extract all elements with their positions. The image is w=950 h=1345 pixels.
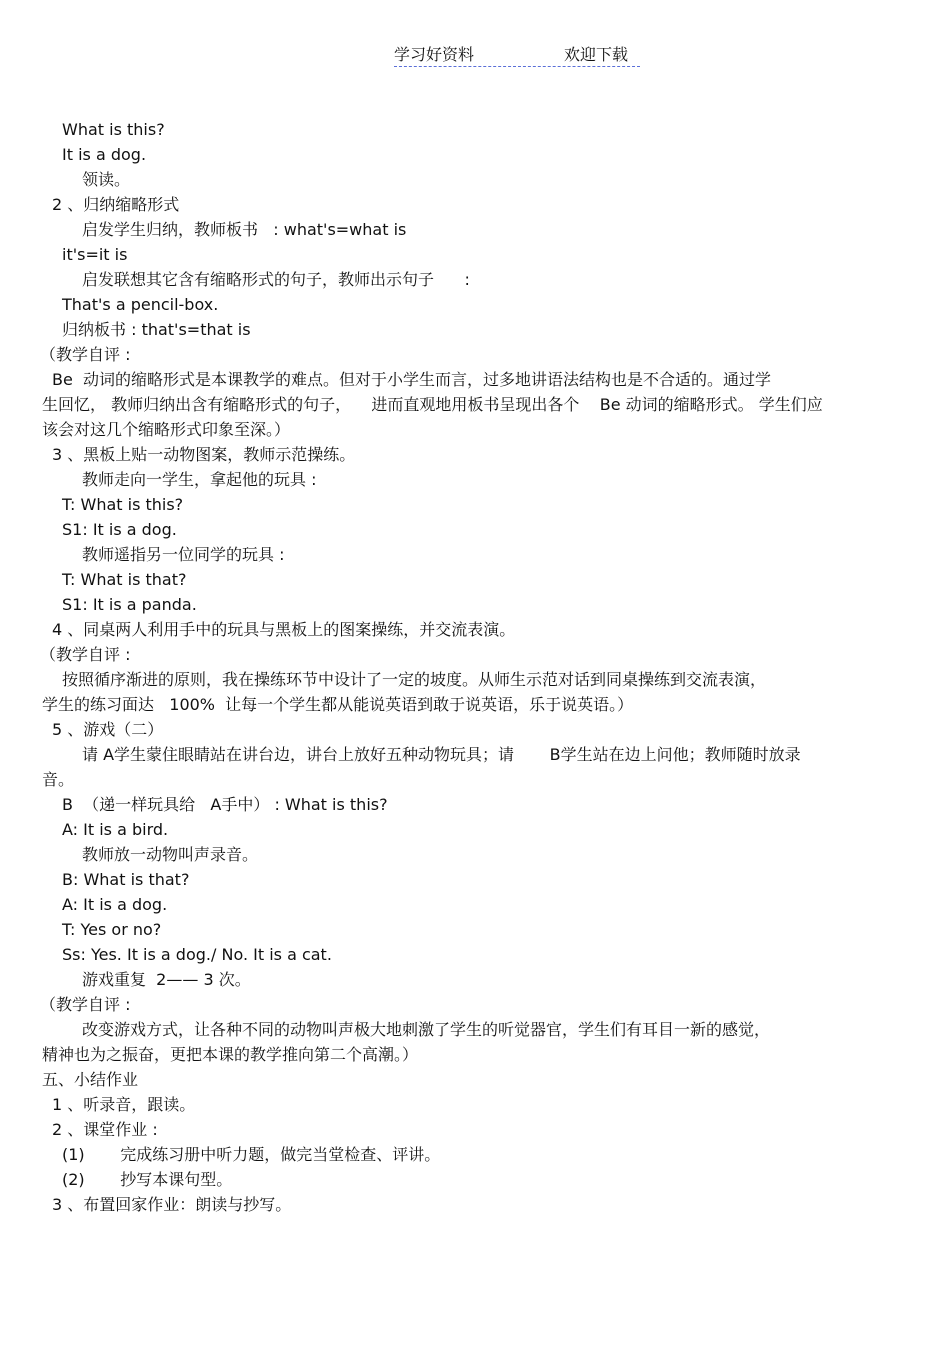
text-line: T: What is this? bbox=[62, 495, 184, 514]
text-line: 该会对这几个缩略形式印象至深。） bbox=[42, 420, 291, 439]
text-line: S1: It is a dog. bbox=[62, 520, 177, 539]
text-line: 归纳板书 : that's=that is bbox=[62, 320, 251, 339]
text-line: What is this? bbox=[62, 120, 165, 139]
text-line: 请 A学生蒙住眼睛站在讲台边，讲台上放好五种动物玩具；请 B学生站在边上问他；教师随时放录 bbox=[82, 745, 801, 764]
text-line: A: It is a dog. bbox=[62, 895, 168, 914]
text-line: （教学自评 : bbox=[40, 645, 131, 664]
page-header bbox=[394, 42, 640, 67]
text-line: 教师遥指另一位同学的玩具 : bbox=[82, 545, 285, 564]
text-line: 1 、听录音，跟读。 bbox=[52, 1095, 196, 1114]
text-line: 3 、黑板上贴一动物图案，教师示范操练。 bbox=[52, 445, 356, 464]
text-line: 改变游戏方式，让各种不同的动物叫声极大地刺激了学生的听觉器官，学生们有耳目一新的感觉， bbox=[82, 1020, 771, 1039]
text-line: It is a dog. bbox=[62, 145, 147, 164]
text-line: 五、小结作业 bbox=[42, 1070, 139, 1089]
text-line: (2) 抄写本课句型。 bbox=[62, 1170, 233, 1189]
text-line: 学生的练习面达 100% 让每一个学生都从能说英语到敢于说英语，乐于说英语。） bbox=[42, 695, 634, 714]
text-line: 2 、课堂作业 : bbox=[52, 1120, 158, 1139]
text-line: 游戏重复 2—— 3 次。 bbox=[82, 970, 251, 989]
text-line: （教学自评 : bbox=[40, 995, 131, 1014]
text-line: 2 、归纳缩略形式 bbox=[52, 195, 180, 214]
text-line: A: It is a bird. bbox=[62, 820, 169, 839]
text-line: 领读。 bbox=[82, 170, 131, 189]
header-left-text: 学习好资料 bbox=[394, 45, 475, 64]
text-line: 精神也为之振奋，更把本课的教学推向第二个高潮。） bbox=[42, 1045, 419, 1064]
text-line: 5 、游戏（二） bbox=[52, 720, 164, 739]
text-line: T: What is that? bbox=[62, 570, 187, 589]
text-line: 生回忆， 教师归纳出含有缩略形式的句子， 进而直观地用板书呈现出各个 Be 动词的缩略形式。 学生们应 bbox=[42, 395, 823, 414]
text-line: B: What is that? bbox=[62, 870, 190, 889]
text-line: 教师放一动物叫声录音。 bbox=[82, 845, 259, 864]
text-line: S1: It is a panda. bbox=[62, 595, 197, 614]
text-line: That's a pencil-box. bbox=[62, 295, 219, 314]
text-line: B （递一样玩具给 A手中） : What is this? bbox=[62, 795, 388, 814]
text-line: Be 动词的缩略形式是本课教学的难点。但对于小学生而言，过多地讲语法结构也是不合适的。通过学 bbox=[52, 370, 771, 389]
text-line: (1) 完成练习册中听力题，做完当堂检查、评讲。 bbox=[62, 1145, 441, 1164]
text-line: 启发联想其它含有缩略形式的句子，教师出示句子 : bbox=[82, 270, 470, 289]
text-line: 教师走向一学生，拿起他的玩具 : bbox=[82, 470, 317, 489]
text-line: 按照循序渐进的原则，我在操练环节中设计了一定的坡度。从师生示范对话到同桌操练到交流表演， bbox=[62, 670, 767, 689]
text-line: T: Yes or no? bbox=[62, 920, 162, 939]
text-line: 音。 bbox=[42, 770, 75, 789]
text-line: 启发学生归纳，教师板书 : what's=what is bbox=[82, 220, 407, 239]
header-right-text: 欢迎下载 bbox=[564, 45, 629, 64]
text-line: 3 、布置回家作业：朗读与抄写。 bbox=[52, 1195, 292, 1214]
text-line: it's=it is bbox=[62, 245, 128, 264]
text-line: （教学自评 : bbox=[40, 345, 131, 364]
text-line: Ss: Yes. It is a dog./ No. It is a cat. bbox=[62, 945, 332, 964]
text-line: 4 、同桌两人利用手中的玩具与黑板上的图案操练，并交流表演。 bbox=[52, 620, 516, 639]
